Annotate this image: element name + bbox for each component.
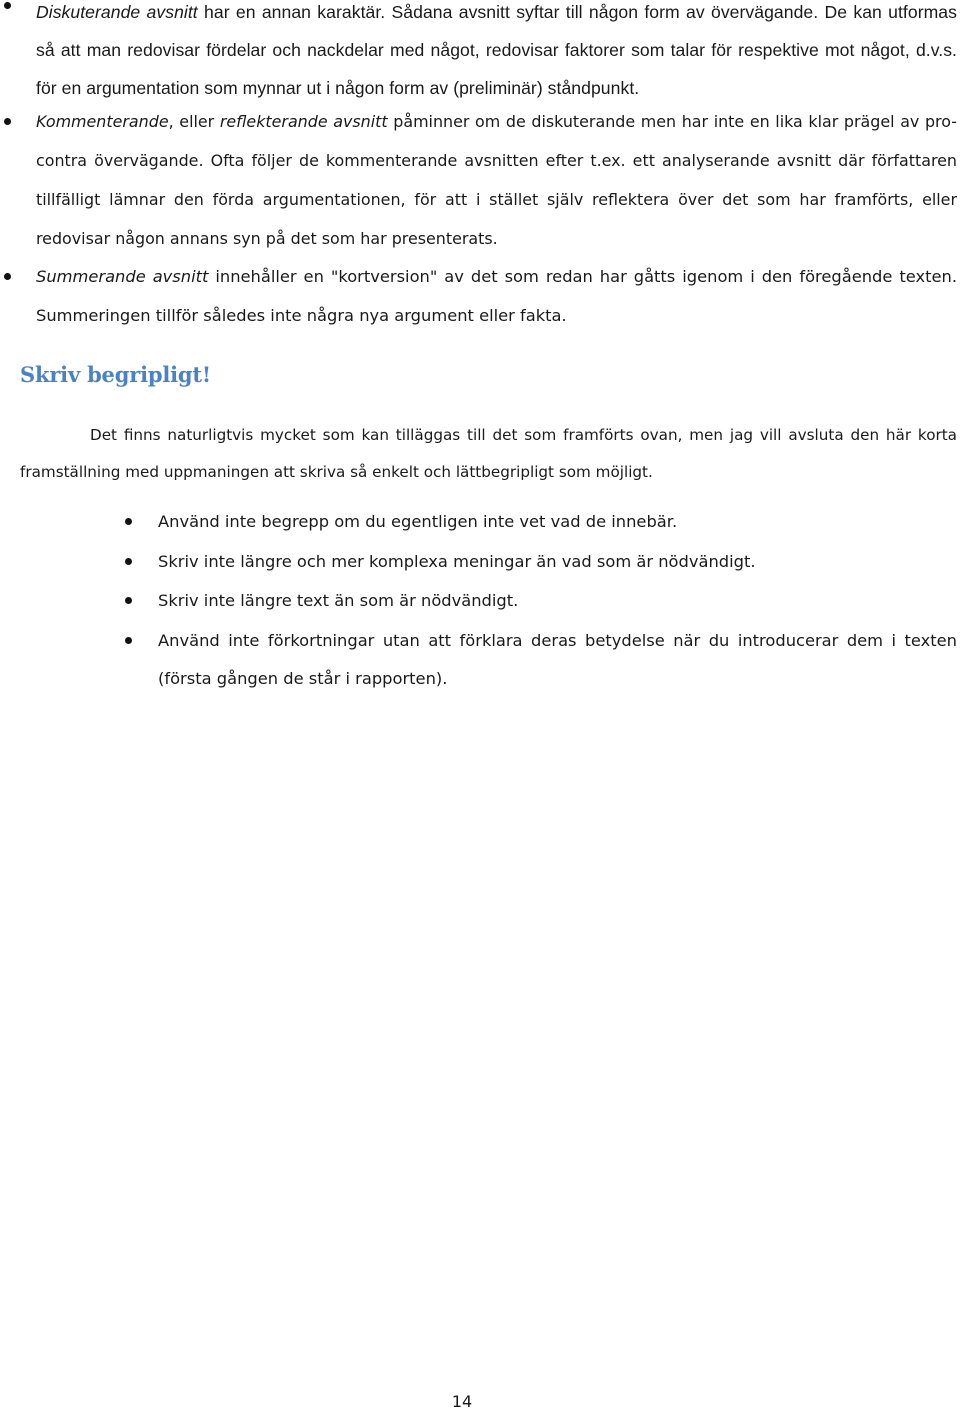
body-paragraph: Det finns naturligtvis mycket som kan tilläggas till det som framförts ovan, men jag vill avsluta den här korta framställning med uppmaningen att skriva så enkelt och lättbegripligt som möjligt. — [20, 426, 957, 481]
list-item — [36, 257, 957, 335]
item-text: har en annan karaktär. Sådana avsnitt syftar till någon form av övervägande. De kan utformas så att man redovisar fördelar och nackdelar med något, redovisar faktorer som talar för respektive mot något, d.v.s. för en argumentation som mynnar ut i någon form av (preliminär) ståndpunkt. — [36, 2, 957, 98]
writing-advice-list — [158, 503, 957, 700]
item-text: innehåller en "kortversion" av det som redan har gåtts igenom i den föregående texten. Summeringen tillför således inte några nya argument eller fakta. — [36, 267, 957, 325]
list-item — [36, 102, 957, 258]
section-heading: Skriv begripligt! — [20, 362, 211, 387]
term-diskuterande: Diskuterande avsnitt — [36, 2, 198, 22]
list-item: Använd inte förkortningar utan att förklara deras betydelse när du introducerar dem i texten (första gången de står i rapporten). — [158, 622, 957, 699]
list-item: Använd inte begrepp om du egentligen inte vet vad de innebär. — [158, 503, 957, 542]
term-reflekterande: reflekterande avsnitt — [219, 112, 388, 131]
list-item: Skriv inte längre text än som är nödvändigt. — [158, 582, 957, 621]
item-connector: , eller — [168, 112, 220, 131]
list-item: Skriv inte längre och mer komplexa meningar än vad som är nödvändigt. — [158, 543, 957, 582]
page-number: 14 — [451, 1392, 473, 1411]
item-text: påminner om de diskuterande men har inte en lika klar prägel av pro-contra övervägande. Ofta följer de kommenterande avsnitten efter t.ex. ett analyserande avsnitt där författaren tillfälligt lämnar den förda argumentationen, för att i stället själv reflektera över det som har framförts, eller redovisar någon annans syn på det som har presenterats. — [36, 112, 957, 248]
list-item — [36, 0, 957, 107]
term-summerande: Summerande avsnitt — [36, 267, 209, 286]
section-types-list — [36, 0, 957, 335]
term-kommenterande: Kommenterande — [36, 112, 169, 131]
